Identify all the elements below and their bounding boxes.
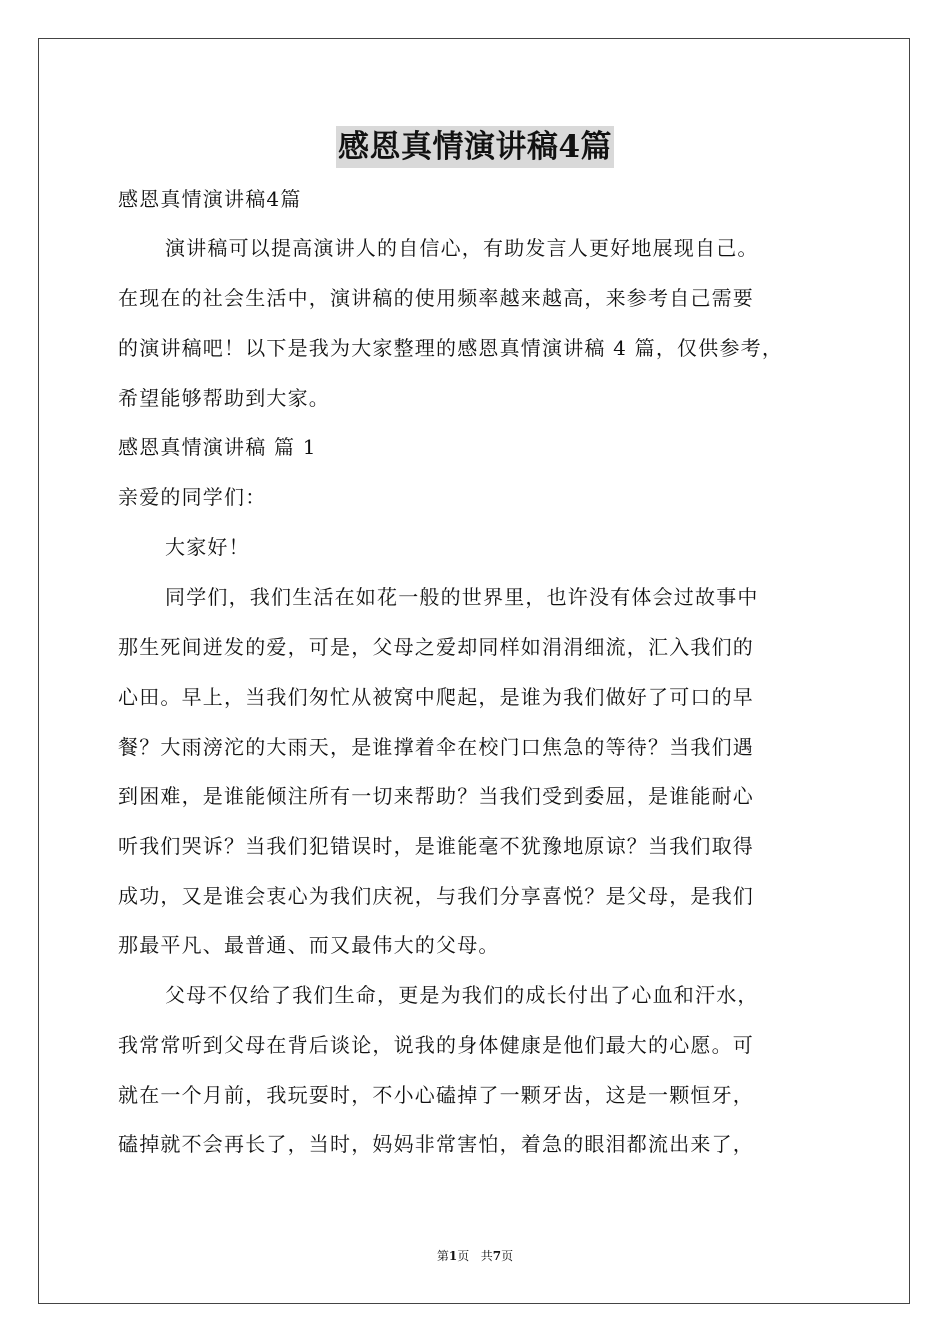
page-footer: [0, 1248, 950, 1264]
document-title: 感恩真情演讲稿4篇: [336, 126, 614, 168]
paragraph-line: 听我们哭诉？当我们犯错误时，是谁能毫不犹豫地原谅？当我们取得: [118, 834, 754, 858]
total-suffix: 页: [501, 1249, 514, 1263]
paragraph-line: 那最平凡、最普通、而又最伟大的父母。: [118, 933, 500, 957]
paragraph-line: 我常常听到父母在背后谈论，说我的身体健康是他们最大的心愿。可: [118, 1033, 754, 1057]
paragraph-line: 到困难，是谁能倾注所有一切来帮助？当我们受到委屈，是谁能耐心: [118, 784, 754, 808]
paragraph-line: 成功，又是谁会衷心为我们庆祝，与我们分享喜悦？是父母，是我们: [118, 884, 754, 908]
title-container: [0, 126, 950, 168]
section-heading: 感恩真情演讲稿 篇 1: [118, 435, 317, 459]
paragraph-line: 那生死间迸发的爱，可是，父母之爱却同样如涓涓细流，汇入我们的: [118, 635, 754, 659]
greeting: 大家好！: [165, 535, 250, 559]
intro-line: 在现在的社会生活中，演讲稿的使用频率越来越高，来参考自己需要: [118, 286, 754, 310]
paragraph-line: 磕掉就不会再长了，当时，妈妈非常害怕，着急的眼泪都流出来了，: [118, 1132, 754, 1156]
page-border: [38, 38, 910, 1304]
page-suffix: 页: [457, 1249, 470, 1263]
paragraph-line: 就在一个月前，我玩耍时，不小心磕掉了一颗牙齿，这是一颗恒牙，: [118, 1083, 754, 1107]
salutation: 亲爱的同学们：: [118, 485, 267, 509]
paragraph-line: 父母不仅给了我们生命，更是为我们的成长付出了心血和汗水，: [165, 983, 759, 1007]
document-subtitle: 感恩真情演讲稿4篇: [118, 187, 302, 211]
total-prefix: 共: [480, 1249, 493, 1263]
paragraph-line: 餐？大雨滂沱的大雨天，是谁撑着伞在校门口焦急的等待？当我们遇: [118, 735, 754, 759]
intro-line: 希望能够帮助到大家。: [118, 386, 330, 410]
total-pages: 7: [492, 1249, 502, 1263]
page-prefix: 第: [436, 1249, 449, 1263]
paragraph-line: 同学们，我们生活在如花一般的世界里，也许没有体会过故事中: [165, 585, 759, 609]
intro-line: 演讲稿可以提高演讲人的自信心，有助发言人更好地展现自己。: [165, 236, 759, 260]
paragraph-line: 心田。早上，当我们匆忙从被窝中爬起，是谁为我们做好了可口的早: [118, 685, 754, 709]
intro-line: 的演讲稿吧！以下是我为大家整理的感恩真情演讲稿 4 篇，仅供参考，: [118, 336, 784, 360]
page-number: 1: [448, 1249, 458, 1263]
